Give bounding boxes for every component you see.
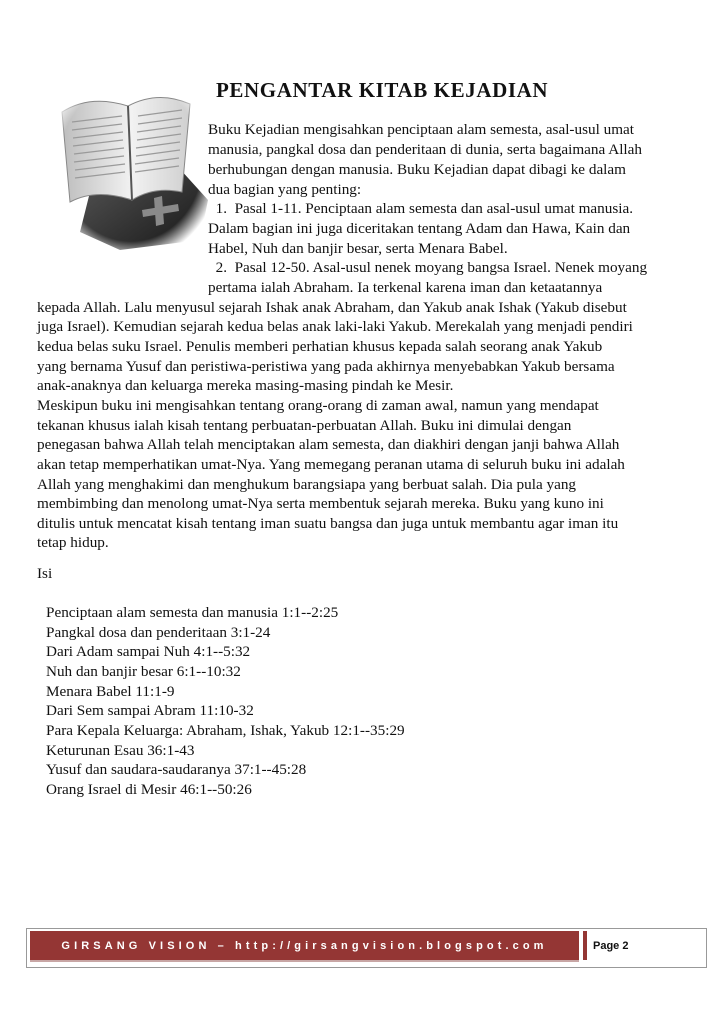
intro-line: 1. Pasal 1-11. Penciptaan alam semesta dan asal-usul umat manusia. xyxy=(208,200,633,217)
body-line: Meskipun buku ini mengisahkan tentang orang-orang di zaman awal, namun yang mendapat xyxy=(37,397,599,414)
open-bible-with-cross-icon xyxy=(50,72,212,252)
intro-line: Habel, Nuh dan banjir besar, serta Menara Babel. xyxy=(208,240,508,257)
toc-item: Orang Israel di Mesir 46:1--50:26 xyxy=(46,781,252,798)
footer-banner xyxy=(30,931,579,962)
body-line: tekanan khusus ialah kisah tentang perbuatan-perbuatan Allah. Buku ini dimulai dengan xyxy=(37,417,572,434)
body-line: anak-anaknya dan keluarga mereka masing-masing pindah ke Mesir. xyxy=(37,377,454,394)
body-line: penegasan bahwa Allah telah menciptakan alam semesta, dan diakhiri dengan janji bahwa Allah xyxy=(37,436,620,453)
intro-line: 2. Pasal 12-50. Asal-usul nenek moyang bangsa Israel. Nenek moyang xyxy=(208,259,648,276)
toc-item: Dari Adam sampai Nuh 4:1--5:32 xyxy=(46,643,251,660)
intro-line: Buku Kejadian mengisahkan penciptaan alam semesta, asal-usul umat xyxy=(208,121,634,138)
intro-line: pertama ialah Abraham. Ia terkenal karena iman dan ketaatannya xyxy=(208,279,603,296)
toc-item: Yusuf dan saudara-saudaranya 37:1--45:28 xyxy=(46,761,307,778)
toc-item: Nuh dan banjir besar 6:1--10:32 xyxy=(46,663,241,680)
intro-line: Dalam bagian ini juga diceritakan tentang Adam dan Hawa, Kain dan xyxy=(208,220,631,237)
body-line: Allah yang menghakimi dan menghukum barangsiapa yang berbuat salah. Dia pula yang xyxy=(37,476,577,493)
body-line: ditulis untuk mencatat kisah tentang iman suatu bangsa dan juga untuk membantu agar iman itu xyxy=(37,515,619,532)
toc-item: Penciptaan alam semesta dan manusia 1:1--2:25 xyxy=(46,604,339,621)
toc-heading: Isi xyxy=(37,565,53,582)
body-line: akan tetap memperhatikan umat-Nya. Yang memegang peranan utama di seluruh buku ini adalah xyxy=(37,456,625,473)
toc-item: Para Kepala Keluarga: Abraham, Ishak, Yakub 12:1--35:29 xyxy=(46,722,405,739)
toc-item: Menara Babel 11:1-9 xyxy=(46,683,175,700)
footer-text: GIRSANG VISION – http://girsangvision.blogspot.com xyxy=(61,939,548,952)
body-line: kepada Allah. Lalu menyusul sejarah Ishak anak Abraham, dan Yakub anak Ishak (Yakub disebut xyxy=(37,299,627,316)
page-number-label: Page 2 xyxy=(593,939,629,952)
intro-line: manusia, pangkal dosa dan penderitaan di dunia, serta bagaimana Allah xyxy=(208,141,642,158)
body-line: juga Israel). Kemudian sejarah kedua belas anak laki-laki Yakub. Merekalah yang menjadi pendiri xyxy=(37,318,633,335)
intro-line: dua bagian yang penting: xyxy=(208,181,362,198)
body-line: membimbing dan menolong umat-Nya serta membentuk sejarah mereka. Buku yang kuno ini xyxy=(37,495,604,512)
page-number xyxy=(583,931,701,960)
body-line: kedua belas suku Israel. Penulis memberi perhatian khusus kepada salah seorang anak Yakub xyxy=(37,338,603,355)
toc-item: Keturunan Esau 36:1-43 xyxy=(46,742,195,759)
body-line: tetap hidup. xyxy=(37,534,109,551)
page-title: PENGANTAR KITAB KEJADIAN xyxy=(216,78,549,102)
body-line: yang bernama Yusuf dan peristiwa-peristiwa yang pada akhirnya menyebabkan Yakub bersama xyxy=(37,358,615,375)
toc-item: Dari Sem sampai Abram 11:10-32 xyxy=(46,702,254,719)
intro-line: berhubungan dengan manusia. Buku Kejadian dapat dibagi ke dalam xyxy=(208,161,626,178)
toc-item: Pangkal dosa dan penderitaan 3:1-24 xyxy=(46,624,271,641)
